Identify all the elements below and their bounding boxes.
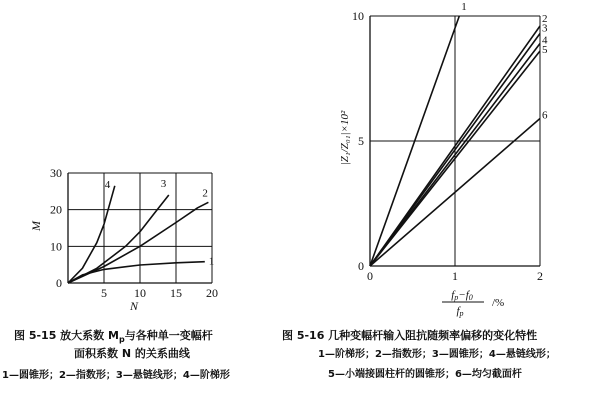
svg-text:fp−f0: fp−f0 [451,289,473,302]
right-ytick-0: 0 [358,259,364,273]
left-series-label-2: 2 [202,187,208,200]
right-xtick-0: 0 [367,269,373,283]
right-ytick-5: 5 [358,134,364,148]
left-caption-title: 图 5-15 放大系数 M [14,329,119,342]
right-series-label-2: 2 [542,13,548,25]
left-caption-line2-text: 面积系数 N 的关系曲线 [74,347,190,360]
left-ytick-30: 30 [50,166,62,180]
left-series-label-3: 3 [160,178,167,190]
left-legend [2,368,230,383]
right-series-label-4: 4 [542,34,548,47]
left-series-label-1: 1 [208,255,215,268]
right-y-axis-label [339,110,351,165]
right-series-label-1: 1 [461,1,467,13]
right-xtick-1: 1 [452,269,458,283]
right-legend-line2: 5—小端接圆柱杆的圆锥形；6—均匀截面杆 [328,369,522,380]
left-y-axis-label: M [29,221,43,231]
right-caption [282,328,537,344]
svg-text:|Z₁/Z₀₁|×10²: |Z₁/Z₀₁|×10² [339,110,351,166]
right-legend-1 [318,347,556,362]
svg-text:fp: fp [456,305,464,318]
right-series-label-5: 5 [542,44,548,56]
right-caption-title: 图 5-16 几种变幅杆输入阻抗随频率偏移的变化特性 [282,329,538,342]
left-xtick-15: 15 [170,286,182,300]
left-xtick-10: 10 [134,286,146,300]
left-xtick-20: 20 [206,286,218,300]
left-caption-sub: p [118,335,125,345]
left-series-label-4: 4 [104,178,111,191]
right-series-label-6: 6 [542,109,548,122]
right-series-label-3: 3 [542,22,548,35]
left-x-axis-label: N [129,299,139,313]
left-ytick-20: 20 [50,202,62,217]
svg-text:/%: /% [492,297,505,309]
right-x-axis-label [442,289,504,318]
left-xtick-5: 5 [101,286,107,300]
left-ytick-10: 10 [50,239,62,254]
right-legend-line1: 1—阶梯形；2—指数形；3—圆锥形；4—悬链线形； [318,349,556,360]
left-ytick-0: 0 [56,276,62,290]
right-series [370,1,548,266]
right-xtick-2: 2 [537,269,543,283]
right-ytick-10: 10 [352,9,364,23]
right-legend-2 [328,367,522,382]
left-caption-tail: 与各种单一变幅杆 [124,329,213,342]
left-legend-text: 1—圆锥形；2—指数形；3—悬链线形；4—阶梯形 [2,370,230,381]
left-caption-line2 [74,346,190,362]
